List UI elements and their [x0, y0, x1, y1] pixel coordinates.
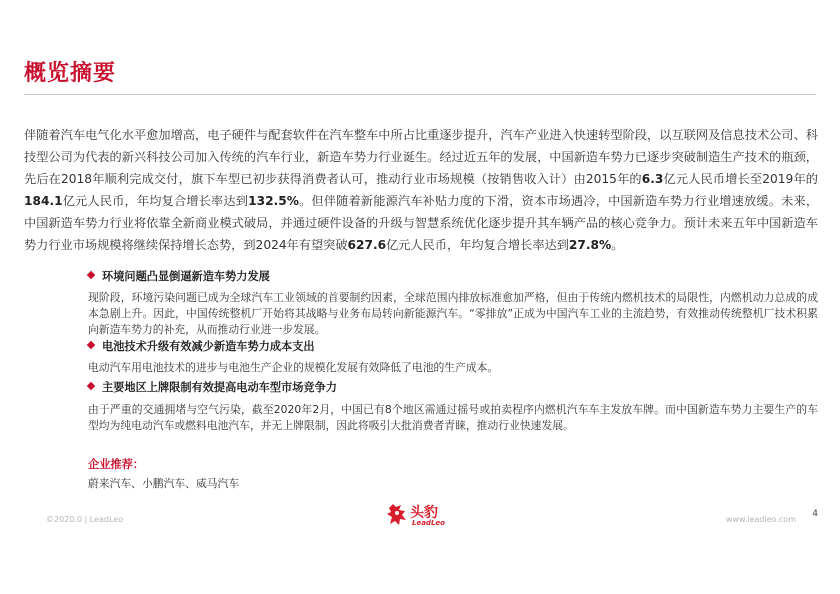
- leadleo-logo: [386, 500, 456, 530]
- highlight-value: 132.5%: [248, 194, 299, 208]
- highlight-value: 27.8%: [568, 238, 612, 252]
- section-heading: 电池技术升级有效减少新造车势力成本支出: [88, 339, 315, 355]
- footer-copyright: ©2020.0 | LeadLeo: [46, 515, 124, 524]
- page-title: 概览摘要: [24, 61, 117, 86]
- section-body: 由于严重的交通拥堵与空气污染，截至2020年2月，中国已有8个地区需通过摇号或拍卖程序内燃机汽车车主发放车牌。而中国新造车势力主要生产的车型均为纯电动汽车或燃料电池汽车，并无上牌限制，因此将吸引大批消费者青睐，推动行业快速发展。: [88, 403, 818, 432]
- title-divider: [24, 94, 816, 95]
- diamond-bullet-icon: [87, 341, 95, 349]
- recommend-label: 企业推荐：: [88, 458, 144, 471]
- footer-url: www.leadleo.com: [725, 515, 796, 524]
- diamond-bullet-icon: [87, 382, 95, 390]
- leopard-icon: [386, 502, 410, 528]
- section-body: 电动汽车用电池技术的进步与电池生产企业的规模化发展有效降低了电池的生产成本。: [88, 361, 499, 374]
- section-heading: 环境问题凸显倒逼新造车势力发展: [88, 269, 270, 285]
- logo-text-cn: 头豹: [410, 505, 438, 521]
- page-number: 4: [812, 509, 818, 519]
- section-body: 现阶段，环境污染问题已成为全球汽车工业领域的首要制约因素，全球范围内排放标准愈加严格，但由于传统内燃机技术的局限性，内燃机动力总成的成本急剧上升。因此，中国传统整机厂开始将其战略与业务布局转向新能源汽车。“零排放”正成为中国汽车工业的主流趋势，有效推动传统整机厂技术积累向新造车势力的补充，从而推动行业进一步发展。: [88, 291, 818, 336]
- diamond-bullet-icon: [87, 271, 95, 279]
- intro-paragraph: 伴随着汽车电气化水平愈加增高，电子硬件与配套软件在汽车整车中所占比重逐步提升，汽车产业进入快速转型阶段，以互联网及信息技术公司、科技型公司为代表的新兴科技公司加入传统的汽车行业，新造车势力行业诞生。经过近五年的发展，中国新造车势力已逐步突破制造生产技术的瓶颈，先后在2018年顺利完成交付，旗下车型已初步获得消费者认可，推动行业市场规模（按销售收入计）由2015年的6.3亿元人民币增长至2019年的184.1亿元人民币，年均复合增长率达到132.5%。但伴随着新能源汽车补贴力度的下滑，资本市场遇冷，中国新造车势力行业增速放缓。未来，中国新造车势力行业将依靠全新商业模式破局，并通过硬件设备的升级与智慧系统优化逐步提升其车辆产品的核心竞争力。预计未来五年中国新造车势力行业市场规模将继续保持增长态势，到2024年有望突破627.6亿元人民币，年均复合增长率达到27.8%。: [24, 128, 819, 252]
- section-heading: 主要地区上牌限制有效提高电动车型市场竞争力: [88, 380, 337, 396]
- highlight-value: 184.1: [24, 194, 63, 208]
- highlight-value: 6.3: [641, 172, 664, 186]
- highlight-value: 627.6: [347, 238, 387, 252]
- recommend-list: 蔚来汽车、小鹏汽车、威马汽车: [88, 477, 240, 490]
- logo-text-en: LeadLeo: [412, 519, 445, 527]
